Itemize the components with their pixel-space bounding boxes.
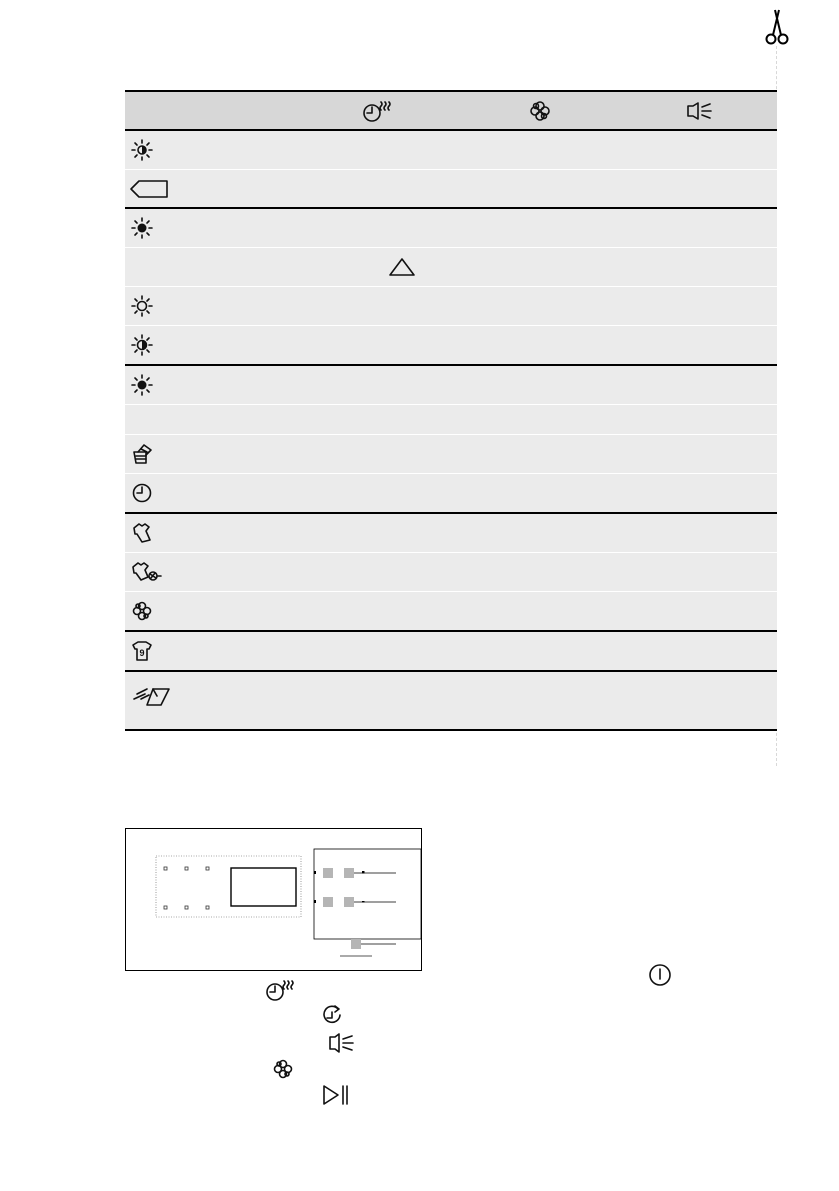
table-row [125,435,777,474]
table-row [125,326,777,366]
start-pause-icon [320,1083,354,1107]
table-row [125,592,777,632]
table-row [125,131,777,170]
drum-clean-icon [131,443,153,465]
scissors-icon [765,8,789,48]
anti-crease-icon [525,98,555,124]
table-header-row [125,92,777,131]
wool-icon [131,522,153,544]
sun-half-icon [131,334,153,356]
table-row [125,474,777,514]
label-icon [129,178,169,200]
options-table [125,90,777,731]
dry-level-extra-icon [131,139,153,161]
table-row [125,209,777,248]
control-panel-diagram [125,828,422,971]
shirt-9-icon [131,640,153,662]
table-row [125,248,777,287]
clock-icon [131,482,153,504]
table-row [125,366,777,405]
warning-triangle-icon [387,255,417,279]
buzzer-icon [685,98,715,124]
power-icon [647,962,681,986]
anti-crease-icon [131,600,153,622]
dry-sun-full-icon [131,217,153,239]
time-manager-icon [265,977,299,1001]
wool-yarn-icon [131,561,153,583]
table-row [125,287,777,326]
anti-crease-icon [270,1057,304,1081]
sun-outline-icon [131,295,153,317]
table-row [125,553,777,592]
time-manager-icon [362,98,392,124]
delay-start-icon [320,1003,354,1027]
svg-text:9: 9 [139,648,145,658]
table-row [125,405,777,435]
sun-full-icon [131,374,153,396]
table-row [125,672,777,731]
iron-steam-icon [131,686,173,708]
table-row [125,170,777,209]
table-row [125,632,777,672]
table-row [125,514,777,553]
buzzer-icon [327,1031,361,1055]
